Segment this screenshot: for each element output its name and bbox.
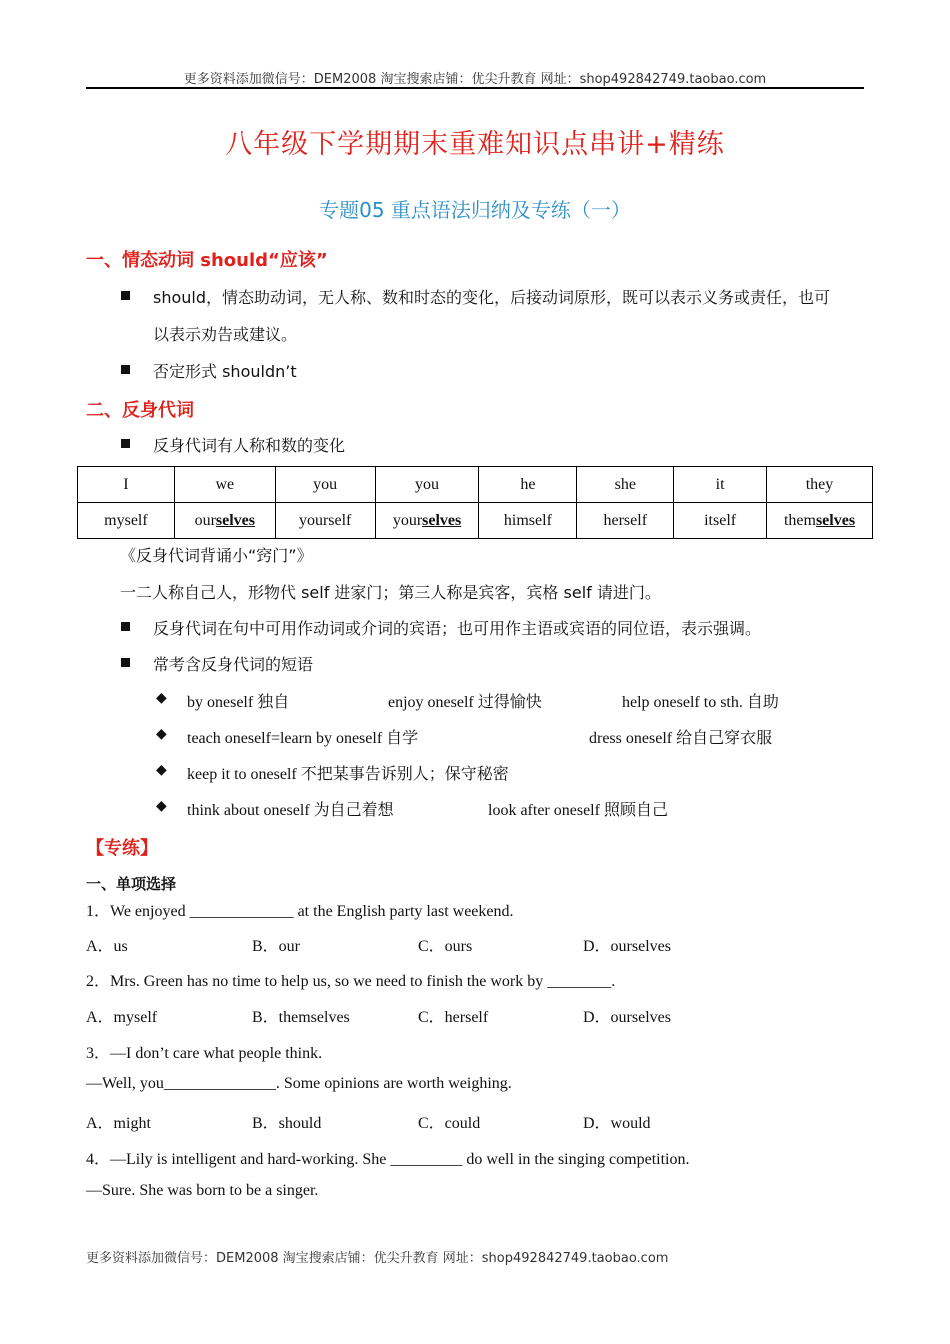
table-row: [78, 467, 873, 503]
phrase-item: help oneself to sth. 自助: [622, 694, 779, 711]
table-cell: yourself: [275, 503, 375, 539]
table-cell: we: [174, 467, 275, 503]
table-cell: you: [275, 467, 375, 503]
question-4-stem: 4．—Lily is intelligent and hard-working. She _________ do well in the singing competition.: [86, 1151, 690, 1168]
table-cell: he: [479, 467, 577, 503]
q3-option-b: B．should: [252, 1115, 322, 1132]
table-cell: itself: [674, 503, 767, 539]
q2-option-b: B．themselves: [252, 1009, 350, 1026]
q1-option-c: C．ours: [418, 938, 473, 955]
phrase-item: keep it to oneself 不把某事告诉别人；保守秘密: [187, 766, 509, 783]
phrase-item: by oneself 独自: [187, 694, 290, 711]
page-subtitle: 专题05 重点语法归纳及专练（一）: [319, 198, 631, 222]
q1-option-b: B．our: [252, 938, 301, 955]
section1-bullet1-line2: 以表示劝告或建议。: [153, 325, 298, 344]
mnemonic-text: 一二人称自己人，形物代 self 进家门；第三人称是宾客，宾格 self 请进门。: [120, 583, 661, 602]
table-cell: myself: [78, 503, 175, 539]
bullet-diamond-icon: ◆: [156, 691, 167, 706]
reflexive-pronoun-table: [77, 466, 873, 539]
question-3-stem: 3．—I don’t care what people think.: [86, 1045, 323, 1062]
table-cell: she: [577, 467, 674, 503]
page-header: 更多资料添加微信号：DEM2008 淘宝搜索店铺：优尖升教育 网址：shop492842749.taobao.com: [183, 72, 767, 87]
question-3-stem2: —Well, you______________. Some opinions are worth weighing.: [86, 1075, 512, 1092]
mnemonic-title: 《反身代词背诵小“窍门”》: [120, 546, 313, 565]
table-cell: themselves: [767, 503, 873, 539]
section2-heading: 二、反身代词: [86, 400, 194, 421]
q3-option-a: A．might: [86, 1115, 151, 1132]
table-cell: himself: [479, 503, 577, 539]
table-cell: they: [767, 467, 873, 503]
bullet-square-icon: [121, 291, 130, 300]
phrase-item: think about oneself 为自己着想: [187, 802, 394, 819]
q3-option-c: C．could: [418, 1115, 481, 1132]
q1-option-d: D．ourselves: [583, 938, 671, 955]
section2-bullet1: 反身代词有人称和数的变化: [153, 436, 346, 455]
practice-subheading: 一、单项选择: [86, 875, 177, 893]
section2-bullet2: 反身代词在句中可用作动词或介词的宾语；也可用作主语或宾语的同位语，表示强调。: [153, 619, 762, 638]
question-1-stem: 1．We enjoyed _____________ at the English party last weekend.: [86, 903, 514, 920]
q2-option-a: A．myself: [86, 1009, 158, 1026]
phrase-item: dress oneself 给自己穿衣服: [589, 730, 773, 747]
bullet-square-icon: [121, 365, 130, 374]
table-cell: ourselves: [174, 503, 275, 539]
bullet-diamond-icon: ◆: [156, 763, 167, 778]
section1-bullet1-line1: should，情态助动词，无人称、数和时态的变化，后接动词原形，既可以表示义务或责任，也可: [153, 288, 831, 307]
practice-heading: 【专练】: [86, 838, 158, 859]
q2-option-d: D．ourselves: [583, 1009, 671, 1026]
bullet-diamond-icon: ◆: [156, 727, 167, 742]
phrase-item: enjoy oneself 过得愉快: [388, 694, 542, 711]
phrase-item: look after oneself 照顾自己: [488, 802, 668, 819]
bullet-square-icon: [121, 658, 130, 667]
table-cell: you: [375, 467, 479, 503]
phrase-item: teach oneself=learn by oneself 自学: [187, 730, 419, 747]
q1-option-a: A．us: [86, 938, 128, 955]
section1-heading: 一、情态动词 should“应该”: [86, 250, 328, 271]
question-4-stem2: —Sure. She was born to be a singer.: [86, 1182, 319, 1199]
page-footer: 更多资料添加微信号：DEM2008 淘宝搜索店铺：优尖升教育 网址：shop492842749.taobao.com: [86, 1251, 669, 1266]
page-title: 八年级下学期期末重难知识点串讲+精练: [225, 129, 725, 160]
q2-option-c: C．herself: [418, 1009, 489, 1026]
q3-option-d: D．would: [583, 1115, 651, 1132]
section1-bullet2: 否定形式 shouldn’t: [153, 362, 297, 381]
bullet-square-icon: [121, 439, 130, 448]
question-2-stem: 2．Mrs. Green has no time to help us, so we need to finish the work by ________.: [86, 973, 616, 990]
table-cell: yourselves: [375, 503, 479, 539]
table-row: [78, 503, 873, 539]
bullet-diamond-icon: ◆: [156, 799, 167, 814]
section2-bullet3: 常考含反身代词的短语: [153, 655, 314, 674]
bullet-square-icon: [121, 622, 130, 631]
table-cell: herself: [577, 503, 674, 539]
header-divider: [86, 87, 864, 89]
table-cell: I: [78, 467, 175, 503]
table-cell: it: [674, 467, 767, 503]
